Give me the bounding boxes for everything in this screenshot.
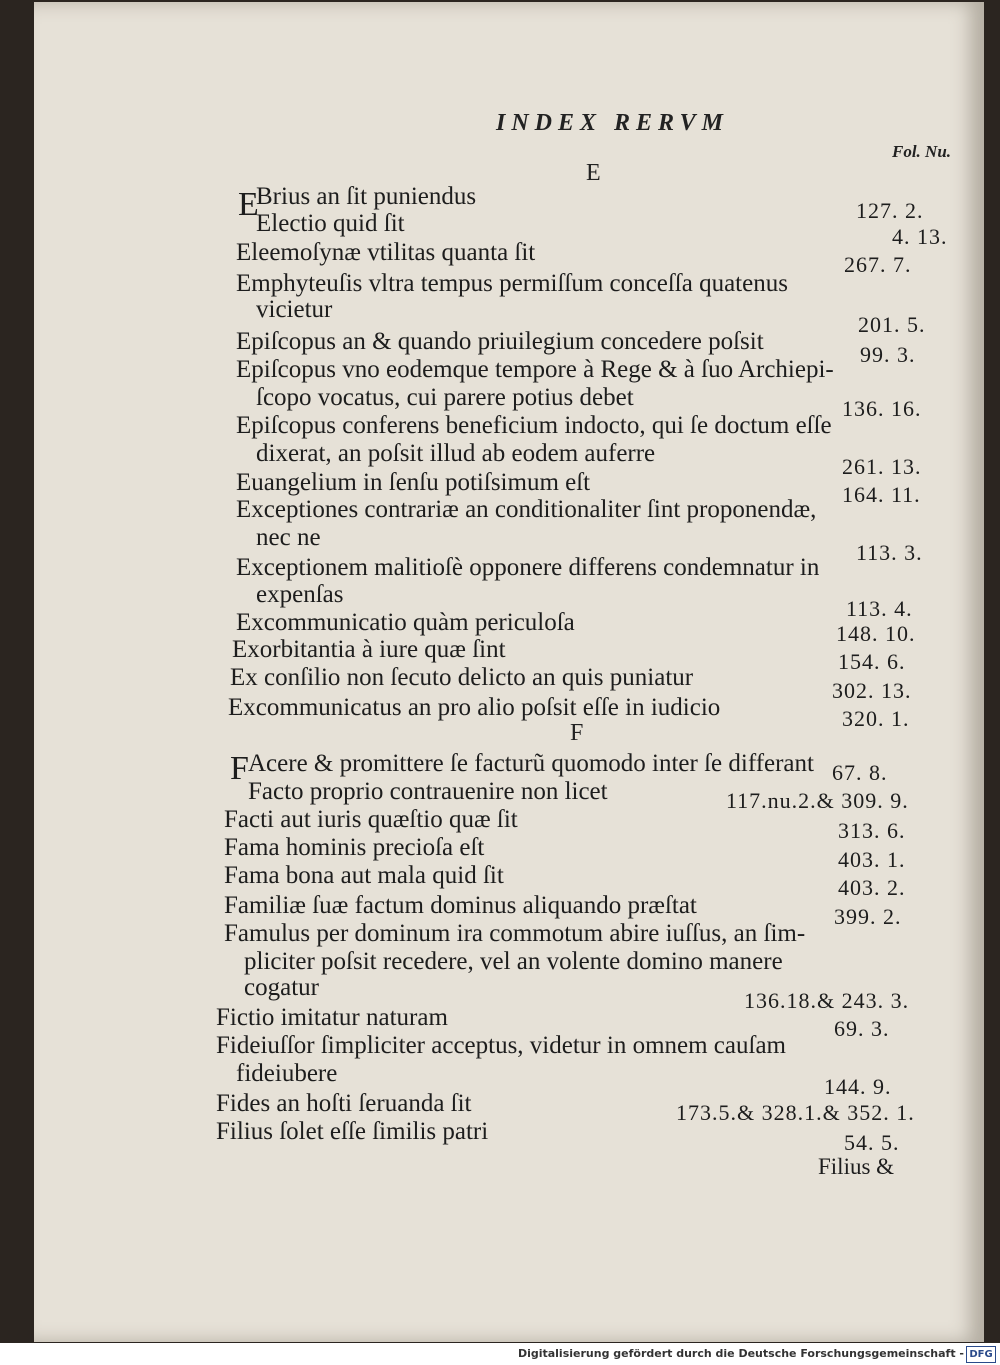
- entry-text-continued: expenſas: [256, 581, 344, 608]
- catchword: Filius &: [818, 1154, 895, 1179]
- entry-text: Euangelium in ſenſu potiſsimum eſt: [236, 469, 591, 496]
- entry-reference: 136.18.& 243. 3.: [744, 988, 910, 1013]
- entry-reference: 99. 3.: [860, 342, 916, 367]
- section-letter-e: E: [586, 160, 601, 186]
- entry-text-continued: pliciter poſsit recedere, vel an volente domino manere: [244, 948, 783, 975]
- footer-credit: Digitalisierung gefördert durch die Deutsche Forschungsgemeinschaft -: [517, 1347, 964, 1360]
- entry-text: Epiſcopus vno eodemque tempore à Rege & à ſuo Archiepi-: [236, 356, 834, 383]
- entry-reference: 267. 7.: [844, 252, 912, 277]
- entry-text: Filius ſolet eſſe ſimilis patri: [216, 1118, 489, 1145]
- entry-text: Exorbitantia à iure quæ ſint: [232, 636, 506, 663]
- drop-initial-f: F: [230, 750, 249, 787]
- entry-text-continued: ſcopo vocatus, cui parere potius debet: [256, 384, 634, 411]
- entry-reference: 113. 3.: [856, 540, 923, 565]
- running-head: INDEX RERVM: [496, 110, 729, 136]
- entry-reference: 313. 6.: [838, 818, 906, 843]
- entry-text: Acere & promittere ſe facturũ quomodo inter ſe differant: [248, 750, 814, 777]
- entry-text: Fama bona aut mala quid ſit: [224, 862, 504, 889]
- column-head: Fol. Nu.: [892, 142, 952, 161]
- entry-text-continued: dixerat, an poſsit illud ab eodem auferre: [256, 440, 656, 467]
- entry-reference: 164. 11.: [842, 482, 921, 507]
- entry-reference: 113. 4.: [846, 596, 913, 621]
- entry-text-continued: fideiubere: [236, 1060, 338, 1087]
- entry-reference: 399. 2.: [834, 904, 902, 929]
- entry-reference: 4. 13.: [892, 224, 948, 249]
- section-letter-f: F: [570, 720, 584, 746]
- entry-reference: 69. 3.: [834, 1016, 890, 1041]
- entry-reference: 403. 1.: [838, 847, 906, 872]
- entry-text: Epiſcopus an & quando priuilegium concedere poſsit: [236, 328, 764, 355]
- entry-reference: 117.nu.2.& 309. 9.: [726, 788, 909, 813]
- entry-text: Exceptionem malitioſè opponere differens condemnatur in: [236, 554, 820, 581]
- digitization-footer: [0, 1343, 1000, 1365]
- book-page: [34, 2, 984, 1342]
- entry-text-continued: vicietur: [256, 296, 333, 323]
- entry-reference: 261. 13.: [842, 454, 922, 479]
- entry-text: Fides an hoſti ſeruanda ſit: [216, 1090, 472, 1117]
- entry-reference: 403. 2.: [838, 875, 906, 900]
- entry-text: Famulus per dominum ira commotum abire iuſſus, an ſim-: [224, 920, 806, 947]
- entry-text: Exceptiones contrariæ an conditionaliter ſint proponendæ,: [236, 496, 817, 523]
- entry-reference: 54. 5.: [844, 1130, 900, 1155]
- entry-text: Brius an ſit puniendus: [256, 183, 477, 210]
- entry-text: Fideiuſſor ſimpliciter acceptus, videtur in omnem cauſam: [216, 1032, 786, 1059]
- entry-text: Excommunicatus an pro alio poſsit eſſe in iudicio: [228, 694, 721, 721]
- entry-reference: 136. 16.: [842, 396, 922, 421]
- entry-text-continued: cogatur: [244, 974, 319, 1001]
- dfg-logo: DFG: [966, 1346, 996, 1363]
- entry-text: Fictio imitatur naturam: [216, 1004, 448, 1031]
- entry-text: Facto proprio contrauenire non licet: [248, 778, 608, 805]
- entry-text: Emphyteuſis vltra tempus permiſſum conceſſa quatenus: [236, 270, 788, 297]
- entry-reference: 148. 10.: [836, 621, 916, 646]
- entry-text: Ex conſilio non ſecuto delicto an quis puniatur: [230, 664, 694, 691]
- drop-initial-e: E: [238, 186, 259, 223]
- entry-text: Eleemoſynæ vtilitas quanta ſit: [236, 239, 536, 266]
- entry-text: Facti aut iuris quæſtio quæ ſit: [224, 806, 518, 833]
- entry-text-continued: nec ne: [256, 524, 321, 551]
- entry-text: Familiæ ſuæ factum dominus aliquando præſtat: [224, 892, 697, 919]
- entry-reference: 320. 1.: [842, 706, 910, 731]
- entry-text: Electio quid ſit: [256, 210, 405, 237]
- entry-text: Fama hominis precioſa eſt: [224, 834, 485, 861]
- entry-reference: 127. 2.: [856, 198, 924, 223]
- entry-reference: 173.5.& 328.1.& 352. 1.: [676, 1100, 915, 1125]
- entry-reference: 144. 9.: [824, 1074, 892, 1099]
- entry-text: Epiſcopus conferens beneficium indocto, qui ſe doctum eſſe: [236, 412, 832, 439]
- entry-reference: 201. 5.: [858, 312, 926, 337]
- entry-text: Excommunicatio quàm periculoſa: [236, 609, 575, 636]
- entry-reference: 67. 8.: [832, 760, 888, 785]
- entry-reference: 154. 6.: [838, 649, 906, 674]
- entry-reference: 302. 13.: [832, 678, 912, 703]
